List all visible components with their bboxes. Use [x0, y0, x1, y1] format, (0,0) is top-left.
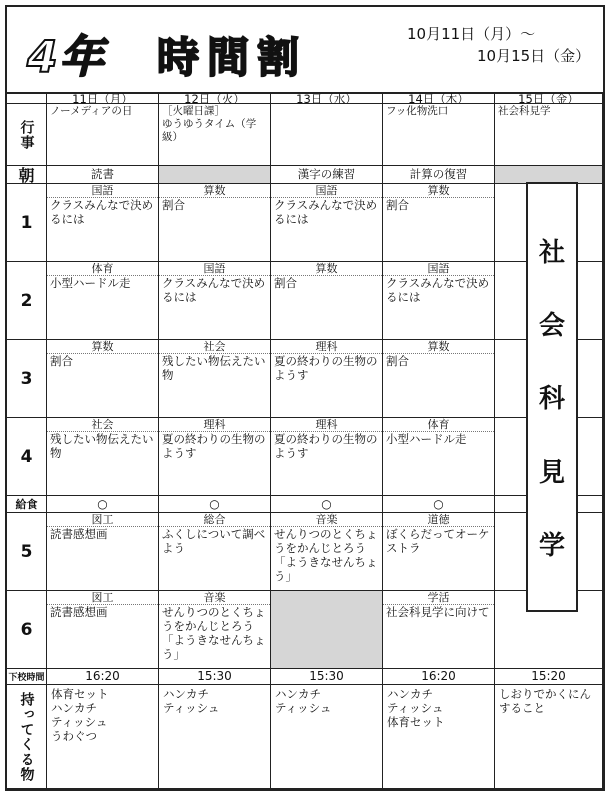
period-cell: [159, 591, 271, 669]
lesson-content: せんりつのとくちょうをかんじとろう「ようきなせんちょう」: [274, 527, 378, 583]
row-label-text: 4: [20, 446, 33, 467]
day-header: 14日（木）: [383, 92, 495, 104]
row-label-text: 2: [20, 290, 33, 311]
row-label-text: 5: [20, 541, 33, 562]
period-cell: [47, 591, 159, 669]
lesson-content: 残したい物伝えたい物: [162, 354, 266, 382]
lesson-content: 残したい物伝えたい物: [50, 432, 154, 460]
row-label-p5: [7, 513, 47, 591]
lesson-content: 割合: [50, 354, 73, 368]
row-label-dismissal: [7, 669, 47, 685]
lesson-content: 読書感想画: [50, 527, 108, 541]
period-cell: [383, 340, 495, 418]
subject-label: 図工: [47, 591, 158, 605]
period-cell: [271, 184, 383, 262]
day-header: 15日（金）: [495, 92, 603, 104]
period-cell: [47, 340, 159, 418]
lesson-content: 割合: [274, 276, 297, 290]
dismissal-time: 15:30: [271, 669, 383, 685]
fieldtrip-box: [526, 182, 578, 612]
day-header: 13日（水）: [271, 92, 383, 104]
row-label-bring: [7, 685, 47, 789]
event-cell: ［火曜日課］ ゆうゆうタイム（学級）: [159, 104, 271, 166]
fieldtrip-char: 社: [538, 238, 565, 269]
lesson-content: 夏の終わりの生物のようす: [274, 354, 378, 382]
date-end: 10月15日（金）: [477, 47, 591, 65]
row-label-text: 朝: [18, 166, 35, 184]
subject-label: 国語: [383, 262, 494, 276]
subject-label: 学活: [383, 591, 494, 605]
row-label-p4: [7, 418, 47, 496]
lunch-cell: ○: [271, 496, 383, 513]
period-cell: [159, 513, 271, 591]
period-cell: [383, 184, 495, 262]
subject-label: 音楽: [159, 591, 270, 605]
bring-items: しおりでかくにんすること: [495, 685, 603, 789]
bring-items: ハンカチ ティッシュ: [159, 685, 271, 789]
period-cell: [271, 340, 383, 418]
subject-label: 理科: [271, 340, 382, 354]
day-header: 11日（月）: [47, 92, 159, 104]
subject-label: 社会: [47, 418, 158, 432]
row-label-text: 6: [20, 619, 33, 640]
lesson-content: 社会科見学に向けて: [386, 605, 490, 619]
row-label-p2: [7, 262, 47, 340]
period-cell: [47, 418, 159, 496]
lesson-content: 夏の終わりの生物のようす: [162, 432, 266, 460]
lunch-cell: ○: [159, 496, 271, 513]
period-cell: [159, 262, 271, 340]
period-cell: [271, 418, 383, 496]
lesson-content: 小型ハードル走: [50, 276, 131, 290]
subject-label: 算数: [383, 184, 494, 198]
lesson-content: 読書感想画: [50, 605, 108, 619]
subject-label: 総合: [159, 513, 270, 527]
row-label-text: 3: [20, 368, 33, 389]
header: [7, 7, 603, 94]
morning-cell: 計算の復習: [383, 166, 495, 184]
event-cell: [271, 104, 383, 166]
row-label-morning: [7, 166, 47, 184]
period-cell: [159, 418, 271, 496]
subject-label: 音楽: [271, 513, 382, 527]
event-cell: 社会科見学: [495, 104, 603, 166]
subject-label: 算数: [47, 340, 158, 354]
lunch-cell: ○: [383, 496, 495, 513]
lesson-content: ふくしについて調べよう: [162, 527, 266, 555]
dismissal-time: 15:30: [159, 669, 271, 685]
dismissal-time: 16:20: [383, 669, 495, 685]
lesson-content: クラスみんなで決めるには: [274, 198, 378, 226]
lesson-content: 割合: [386, 354, 409, 368]
page-title: 時間割: [157, 33, 308, 82]
fieldtrip-char: 見: [538, 457, 565, 488]
lesson-content: せんりつのとくちょうをかんじとろう「ようきなせんちょう」: [162, 605, 266, 661]
subject-label: 体育: [383, 418, 494, 432]
lunch-cell: ○: [47, 496, 159, 513]
bring-items: 体育セット ハンカチ ティッシュ うわぐつ: [47, 685, 159, 789]
row-label-text: 下校時間: [8, 673, 45, 683]
period-cell: [47, 184, 159, 262]
subject-label: 理科: [159, 418, 270, 432]
bring-items: ハンカチ ティッシュ 体育セット: [383, 685, 495, 789]
subject-label: [271, 591, 382, 604]
subject-label: 社会: [159, 340, 270, 354]
date-start: 10月11日（月）～: [407, 25, 536, 43]
lesson-content: 割合: [162, 198, 185, 212]
lesson-content: クラスみんなで決めるには: [386, 276, 490, 304]
period-cell: [383, 418, 495, 496]
morning-cell: 漢字の練習: [271, 166, 383, 184]
fieldtrip-char: 会: [538, 311, 565, 342]
period-cell: [159, 184, 271, 262]
period-cell: [383, 591, 495, 669]
morning-cell: [159, 166, 271, 184]
subject-label: 国語: [159, 262, 270, 276]
grade-label: 4年: [27, 32, 106, 83]
subject-label: 算数: [271, 262, 382, 276]
row-label-p6: [7, 591, 47, 669]
lesson-content: クラスみんなで決めるには: [50, 198, 154, 226]
subject-label: 図工: [47, 513, 158, 527]
lesson-content: 割合: [386, 198, 409, 212]
timetable-sheet: [5, 5, 605, 791]
date-range: [407, 23, 590, 67]
lesson-content: クラスみんなで決めるには: [162, 276, 266, 304]
row-label-text: 持ってくる物: [18, 691, 35, 782]
lesson-content: 夏の終わりの生物のようす: [274, 432, 378, 460]
subject-label: 国語: [271, 184, 382, 198]
row-label-text: 給食: [15, 498, 38, 511]
period-cell: [159, 340, 271, 418]
period-cell: [47, 262, 159, 340]
row-label-text: 1: [20, 212, 33, 233]
row-label-dayhead: [7, 92, 47, 104]
subject-label: 道徳: [383, 513, 494, 527]
period-cell: [47, 513, 159, 591]
row-label-lunch: [7, 496, 47, 513]
day-header: 12日（火）: [159, 92, 271, 104]
bring-items: ハンカチ ティッシュ: [271, 685, 383, 789]
row-label-events: [7, 104, 47, 166]
lesson-content: 小型ハードル走: [386, 432, 467, 446]
row-label-p1: [7, 184, 47, 262]
row-label-p3: [7, 340, 47, 418]
period-cell: [271, 591, 383, 669]
dismissal-time: 15:20: [495, 669, 603, 685]
period-cell: [271, 513, 383, 591]
lesson-content: ぼくらだってオーケストラ: [386, 527, 490, 555]
dismissal-time: 16:20: [47, 669, 159, 685]
period-cell: [383, 262, 495, 340]
fieldtrip-char: 学: [538, 530, 565, 561]
morning-cell: 読書: [47, 166, 159, 184]
row-label-text: 行事: [18, 119, 35, 150]
event-cell: ノーメディアの日: [47, 104, 159, 166]
fieldtrip-char: 科: [538, 384, 565, 415]
subject-label: 算数: [383, 340, 494, 354]
subject-label: 理科: [271, 418, 382, 432]
subject-label: 算数: [159, 184, 270, 198]
period-cell: [271, 262, 383, 340]
subject-label: 体育: [47, 262, 158, 276]
event-cell: フッ化物洗口: [383, 104, 495, 166]
period-cell: [383, 513, 495, 591]
subject-label: 国語: [47, 184, 158, 198]
